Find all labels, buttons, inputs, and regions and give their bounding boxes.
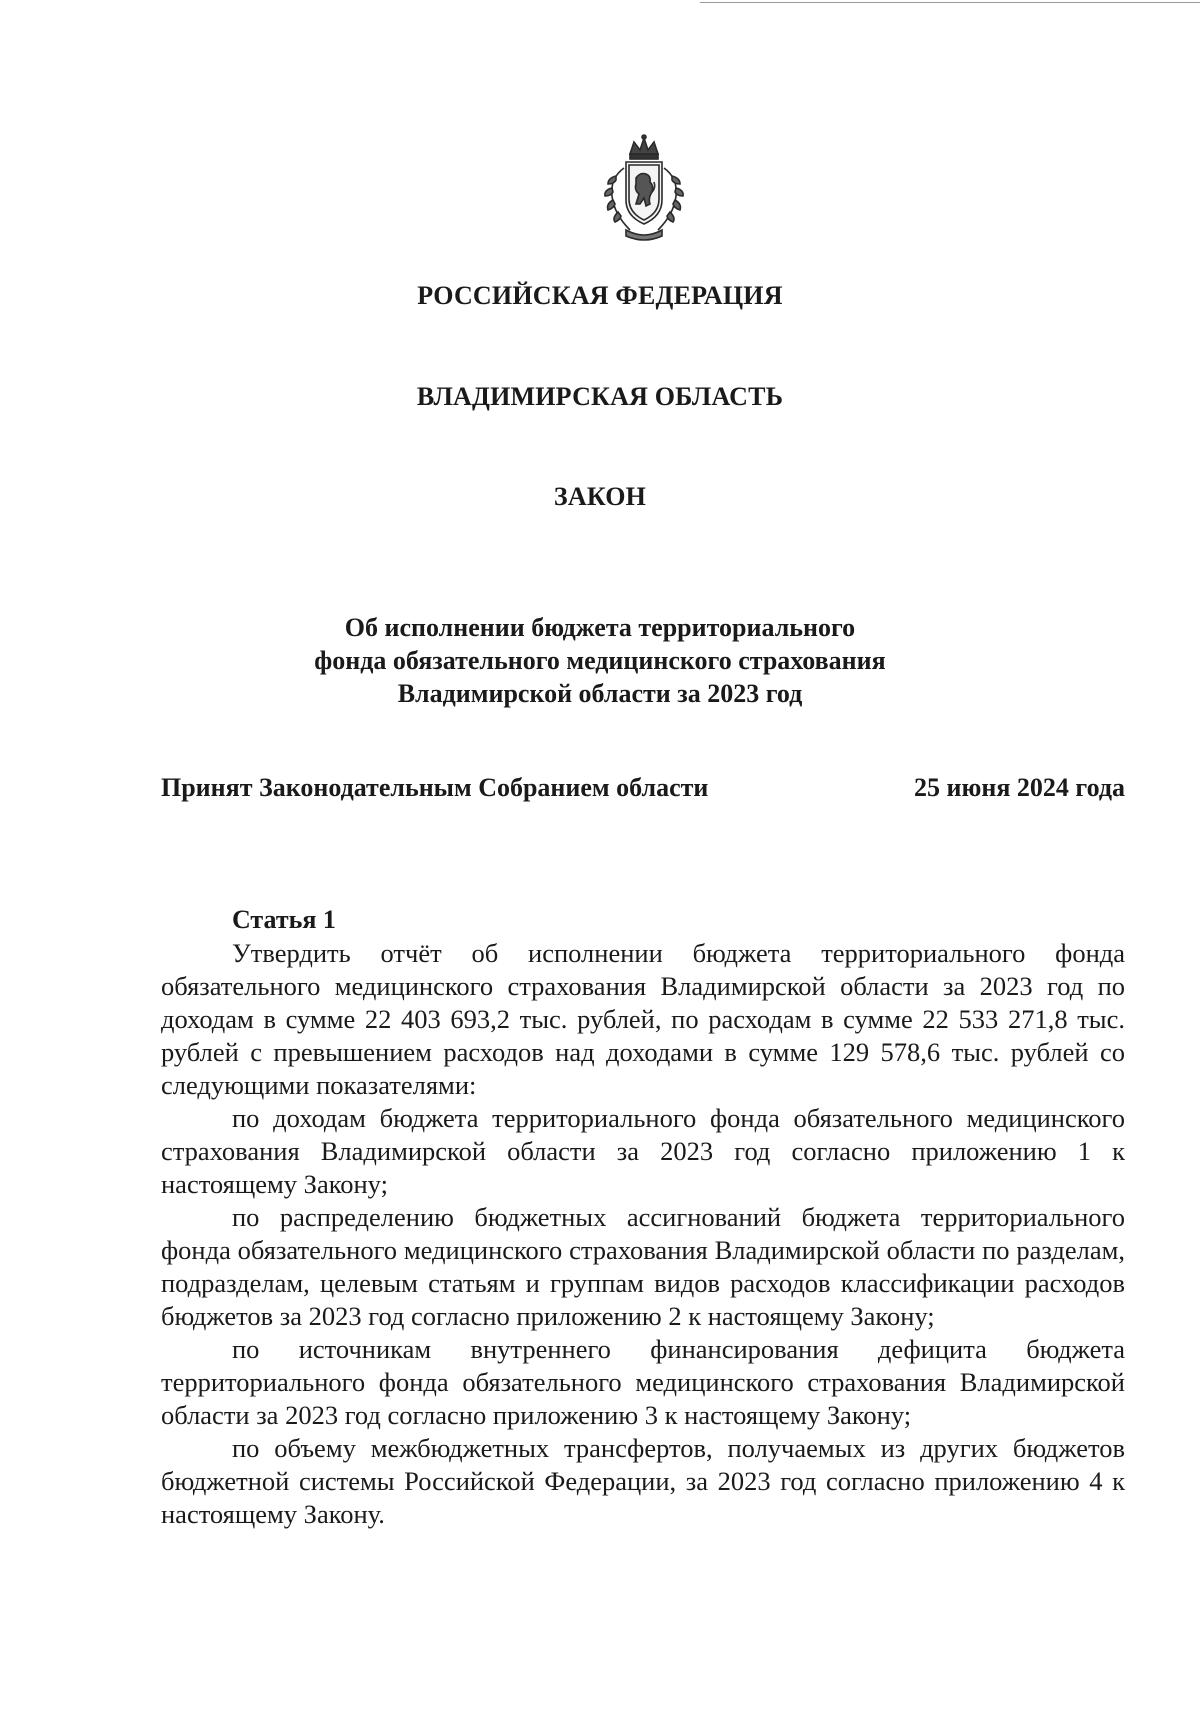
region-heading: ВЛАДИМИРСКАЯ ОБЛАСТЬ: [416, 382, 784, 411]
article-paragraph: по источникам внутреннего финансирования дефицита бюджета территориального фонда обязательного медицинского страхования Владимирской области за 2023 год согласно приложению 3 к настоящему Закону;: [161, 1334, 1125, 1430]
article-1-body: [161, 937, 1125, 1531]
article-paragraph: по доходам бюджета территориального фонда обязательного медицинского страхования Владимирской области за 2023 год согласно приложению 1 к настоящему Закону;: [161, 1103, 1125, 1199]
vladimir-oblast-coat-of-arms-icon: [596, 134, 692, 244]
law-title-line: фонда обязательного медицинского страхования: [314, 646, 886, 675]
article-paragraph: по объему межбюджетных трансфертов, получаемых из других бюджетов бюджетной системы Российской Федерации, за 2023 год согласно приложению 4 к настоящему Закону.: [161, 1433, 1125, 1529]
adoption-authority: Принят Законодательным Собранием области: [161, 773, 709, 802]
law-title-line: Владимирской области за 2023 год: [397, 679, 803, 708]
article-paragraph: Утвердить отчёт об исполнении бюджета территориального фонда обязательного медицинского страхования Владимирской области за 2023 год по доходам в сумме 22 403 693,2 тыс. рублей, по расходам в сумме 22 533 271,8 тыс. рублей с превышением расходов над доходами в сумме 129 578,6 тыс. рублей со следующими показателями:: [161, 938, 1125, 1100]
law-heading: ЗАКОН: [553, 482, 647, 511]
article-1-title: Статья 1: [232, 905, 336, 934]
federation-heading: РОССИЙСКАЯ ФЕДЕРАЦИЯ: [417, 281, 783, 310]
law-title: [0, 611, 1200, 710]
adoption-date: 25 июня 2024 года: [914, 773, 1125, 802]
scan-edge-line: [700, 2, 1200, 3]
article-paragraph: по распределению бюджетных ассигнований бюджета территориального фонда обязательного медицинского страхования Владимирской области по разделам, подразделам, целевым статьям и группам видов расходов классификации расходов бюджетов за 2023 год согласно приложению 2 к настоящему Закону;: [161, 1202, 1125, 1331]
law-title-line: Об исполнении бюджета территориального: [344, 613, 856, 642]
